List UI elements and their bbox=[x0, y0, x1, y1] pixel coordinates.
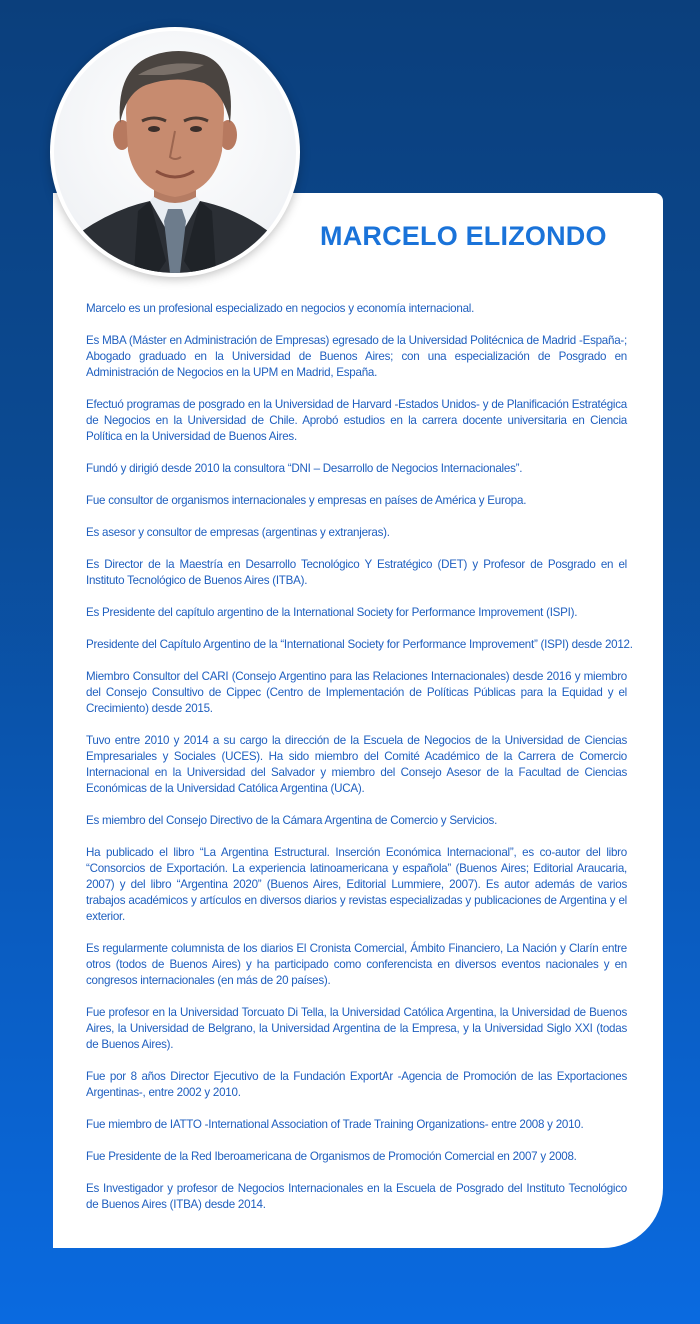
bio-paragraph: Es regularmente columnista de los diarios El Cronista Comercial, Ámbito Financiero, La Nación y Clarín entre otros (todos de Buenos Aires) y ha participado como conferencista en diversos eventos nacionales y en congresos internacionales (en más de 20 países). bbox=[86, 942, 627, 987]
bio-paragraph: Presidente del Capítulo Argentino de la “International Society for Performance Improvement” (ISPI) desde 2012. bbox=[86, 638, 633, 651]
person-name: MARCELO ELIZONDO bbox=[320, 221, 607, 251]
bio-paragraph: Marcelo es un profesional especializado en negocios y economía internacional. bbox=[86, 302, 475, 315]
bio-paragraph: Tuvo entre 2010 y 2014 a su cargo la dirección de la Escuela de Negocios de la Universidad de Ciencias Empresariales y Sociales (UCES). Ha sido miembro del Comité Académico de la Carrera de Comercio Internacional en la Universidad del Salvador y miembro del Consejo Asesor de la Facultad de Ciencias Económicas de la Universidad Católica Argentina (UCA). bbox=[86, 734, 627, 795]
bio-paragraph: Fue consultor de organismos internacionales y empresas en países de América y Europa. bbox=[86, 494, 527, 507]
bio-text bbox=[86, 301, 633, 1229]
profile-photo bbox=[54, 31, 296, 273]
bio-paragraph: Fue miembro de IATTO -International Association of Trade Training Organizations- entre 2008 y 2010. bbox=[86, 1118, 584, 1131]
bio-paragraph: Es MBA (Máster en Administración de Empresas) egresado de la Universidad Politécnica de Madrid -España-; Abogado graduado en la Universidad de Buenos Aires; con una especialización de Posgrado en Administración de Negocios en la UPM en Madrid, España. bbox=[86, 334, 627, 379]
bio-paragraph: Miembro Consultor del CARI (Consejo Argentino para las Relaciones Internacionales) desde 2016 y miembro del Consejo Consultivo de Cippec (Centro de Implementación de Políticas Públicas para la Equidad y el Crecimiento) desde 2015. bbox=[86, 670, 627, 715]
portrait-illustration bbox=[54, 31, 296, 273]
bio-paragraph: Es miembro del Consejo Directivo de la Cámara Argentina de Comercio y Servicios. bbox=[86, 814, 498, 827]
bio-paragraph: Ha publicado el libro “La Argentina Estructural. Inserción Económica Internacional”, es co-autor del libro “Consorcios de Exportación. La experiencia latinoamericana y española” (Buenos Aires; Editorial Araucaria, 2007) y del libro “Argentina 2020” (Buenos Aires, Editorial Lummiere, 2007). Es autor además de varios trabajos académicos y artículos en diversos diarios y revistas especializadas y publicaciones de Argentina y el exterior. bbox=[86, 846, 627, 923]
bio-paragraph: Fundó y dirigió desde 2010 la consultora “DNI – Desarrollo de Negocios Internacionales”. bbox=[86, 462, 523, 475]
bio-paragraph: Es Director de la Maestría en Desarrollo Tecnológico Y Estratégico (DET) y Profesor de Posgrado en el Instituto Tecnológico de Buenos Aires (ITBA). bbox=[86, 558, 627, 587]
bio-paragraph: Fue Presidente de la Red Iberoamericana de Organismos de Promoción Comercial en 2007 y 2008. bbox=[86, 1150, 577, 1163]
bio-paragraph: Es Investigador y profesor de Negocios Internacionales en la Escuela de Posgrado del Instituto Tecnológico de Buenos Aires (ITBA) desde 2014. bbox=[86, 1182, 627, 1211]
profile-photo-frame bbox=[50, 27, 300, 277]
bio-paragraph: Fue profesor en la Universidad Torcuato Di Tella, la Universidad Católica Argentina, la Universidad de Buenos Aires, la Universidad de Belgrano, la Universidad Argentina de la Empresa, y la Universidad Siglo XXI (todas de Buenos Aires). bbox=[86, 1006, 627, 1051]
bio-paragraph: Es Presidente del capítulo argentino de la International Society for Performance Improvement (ISPI). bbox=[86, 606, 578, 619]
bio-paragraph: Es asesor y consultor de empresas (argentinas y extranjeras). bbox=[86, 526, 390, 539]
bio-paragraph: Fue por 8 años Director Ejecutivo de la Fundación ExportAr -Agencia de Promoción de las Exportaciones Argentinas-, entre 2002 y 2010. bbox=[86, 1070, 627, 1099]
bio-paragraph: Efectuó programas de posgrado en la Universidad de Harvard -Estados Unidos- y de Planificación Estratégica de Negocios en la Universidad de Chile. Aprobó estudios en la carrera docente universitaria en Ciencia Política en la Universidad de Buenos Aires. bbox=[86, 398, 627, 443]
